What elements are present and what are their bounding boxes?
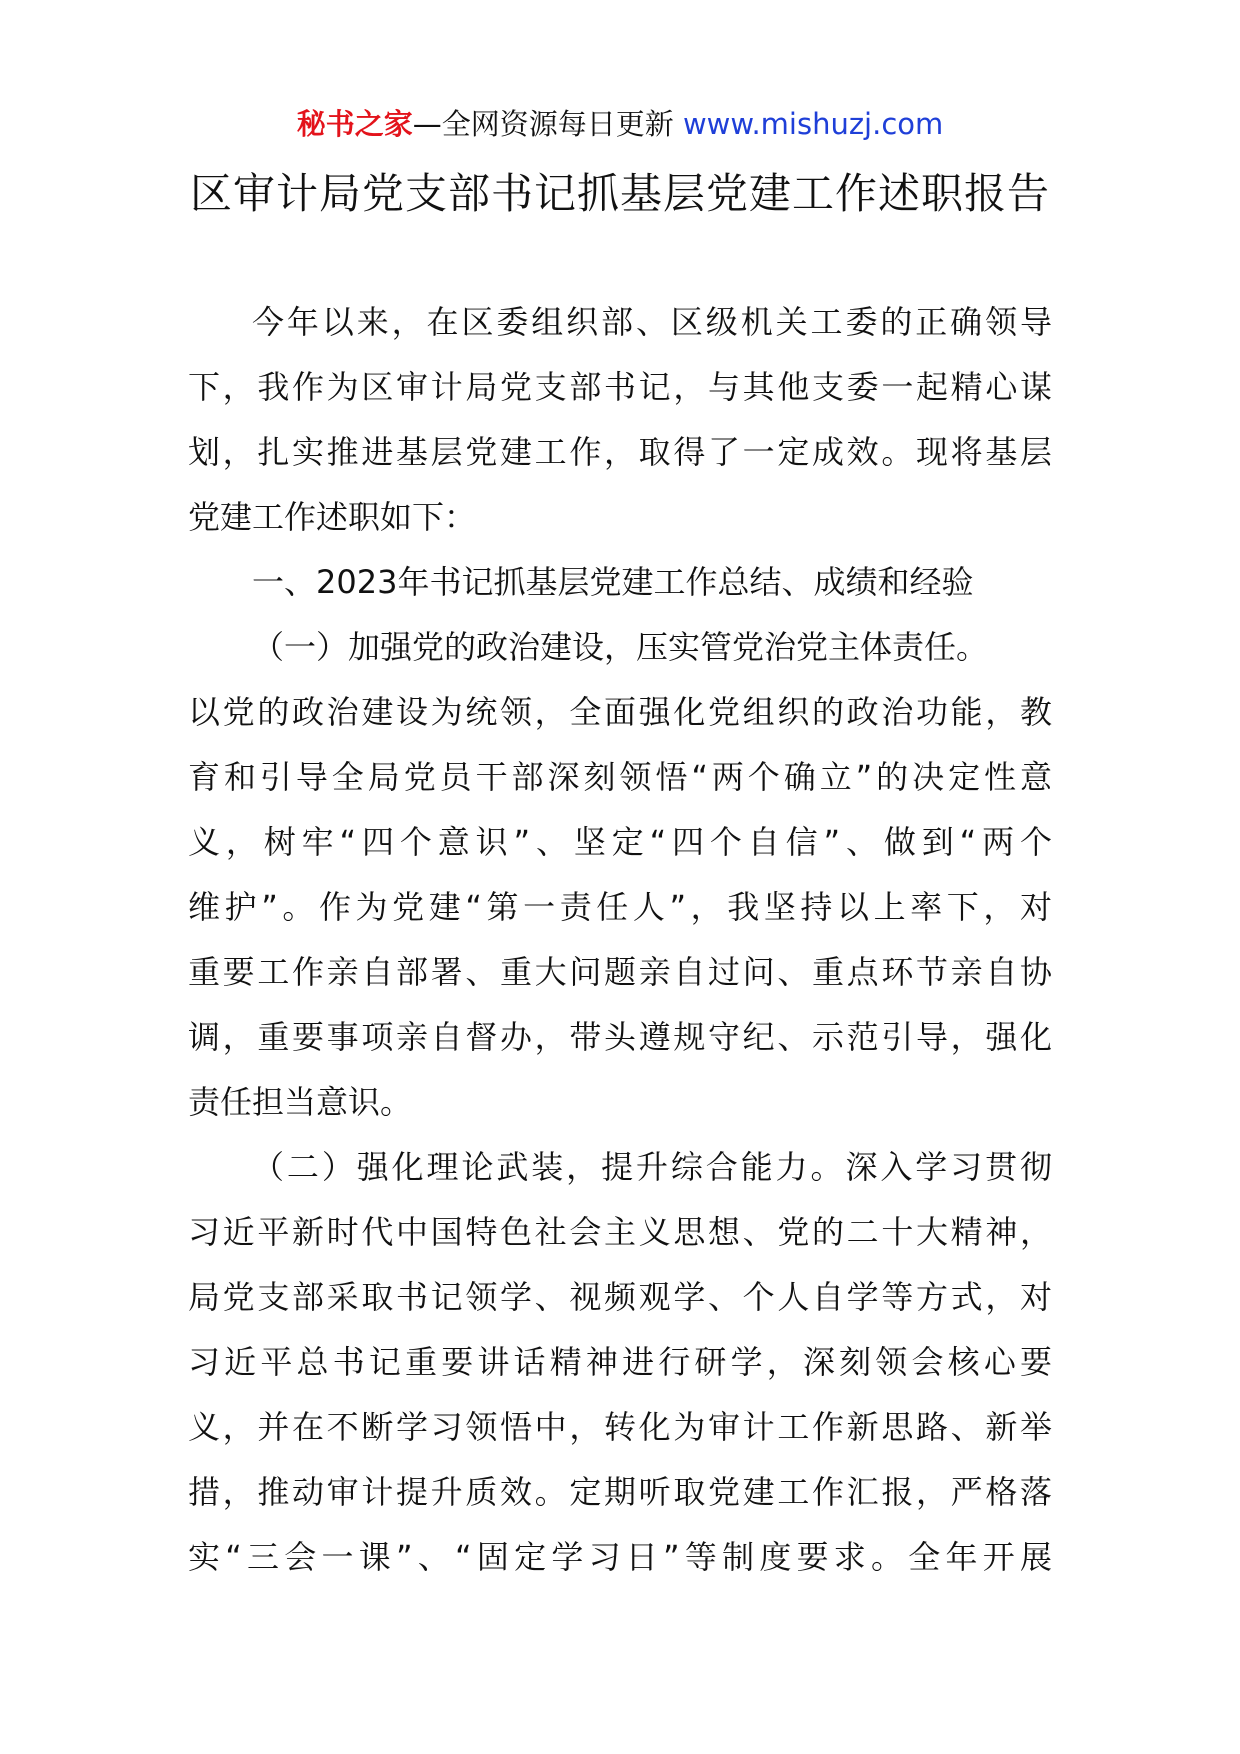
- paragraph-line: 重要工作亲自部署、重大问题亲自过问、重点环节亲自协: [188, 953, 1052, 991]
- paragraph-line: （二）强化理论武装，提升综合能力。深入学习贯彻: [252, 1148, 1052, 1186]
- paragraph-line: 下，我作为区审计局党支部书记，与其他支委一起精心谋: [188, 368, 1052, 406]
- site-brand: 秘书之家: [296, 107, 413, 141]
- site-slogan: —全网资源每日更新: [412, 107, 674, 141]
- site-banner: [0, 104, 1240, 144]
- paragraph-line: 习近平新时代中国特色社会主义思想、党的二十大精神，: [188, 1213, 1052, 1251]
- paragraph-line: 局党支部采取书记领学、视频观学、个人自学等方式，对: [188, 1278, 1052, 1316]
- document-title: 区审计局党支部书记抓基层党建工作述职报告: [189, 169, 1050, 218]
- paragraph-line: 责任担当意识。: [188, 1083, 413, 1121]
- paragraph-line: 实“三会一课”、“固定学习日”等制度要求。全年开展: [188, 1538, 1052, 1576]
- paragraph-line: 习近平总书记重要讲话精神进行研学，深刻领会核心要: [188, 1343, 1052, 1381]
- section-heading: 一、2023年书记抓基层党建工作总结、成绩和经验: [252, 563, 974, 601]
- paragraph-line: 措，推动审计提升质效。定期听取党建工作汇报，严格落: [188, 1473, 1052, 1511]
- paragraph-line: 调，重要事项亲自督办，带头遵规守纪、示范引导，强化: [188, 1018, 1052, 1056]
- site-url-link[interactable]: www.mishuzj.com: [682, 107, 944, 141]
- paragraph-line: 以党的政治建设为统领，全面强化党组织的政治功能，教: [188, 693, 1052, 731]
- paragraph-line: 党建工作述职如下：: [188, 498, 477, 536]
- paragraph-line: 义，树牢“四个意识”、坚定“四个自信”、做到“两个: [188, 823, 1052, 861]
- paragraph-line: 育和引导全局党员干部深刻领悟“两个确立”的决定性意: [188, 758, 1052, 796]
- subsection-heading: （一）加强党的政治建设，压实管党治党主体责任。: [252, 628, 989, 666]
- document-body: [188, 290, 1052, 1590]
- paragraph-line: 义，并在不断学习领悟中，转化为审计工作新思路、新举: [188, 1408, 1052, 1446]
- paragraph-line: 维护”。作为党建“第一责任人”，我坚持以上率下，对: [188, 888, 1052, 926]
- paragraph-line: 今年以来，在区委组织部、区级机关工委的正确领导: [252, 303, 1052, 341]
- paragraph-line: 划，扎实推进基层党建工作，取得了一定成效。现将基层: [188, 433, 1052, 471]
